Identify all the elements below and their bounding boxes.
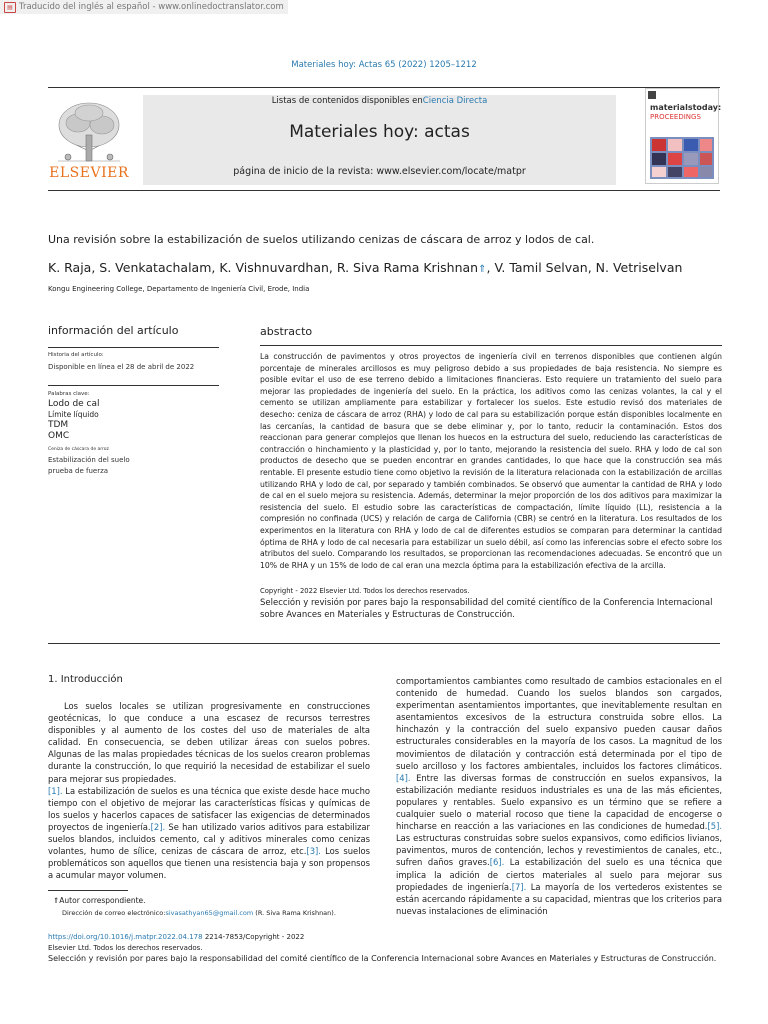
keyword: prueba de fuerza bbox=[48, 467, 109, 475]
footnote-mark: ⇑ bbox=[53, 896, 60, 905]
keyword: Lodo de cal bbox=[48, 399, 100, 409]
reference-link[interactable]: [6]. bbox=[489, 857, 505, 868]
bottom-peer-review: Selección y revisión por pares bajo la responsabilidad del comité científico de la Conferencia Internacional sobre Avances en Materiales y Estructuras de Construcción. bbox=[48, 954, 717, 963]
keywords-label: Palabras clave: bbox=[48, 391, 90, 397]
footnote-email bbox=[62, 909, 336, 917]
doi-line bbox=[48, 933, 304, 941]
reference-link[interactable]: [7]. bbox=[511, 881, 527, 892]
footnote-text: Autor correspondiente. bbox=[59, 896, 146, 905]
footnote-rule bbox=[48, 890, 128, 891]
text-run: La estabilización del suelo es una técnica que implica la adición de ciertos materiales al suelo para mejorar sus propiedades de ingeniería. bbox=[396, 857, 722, 892]
reference-link[interactable]: [3]. bbox=[306, 846, 321, 857]
text-run: La estabilización de suelos es una técnica que existe desde hace mucho tiempo con el objetivo de mejorar las características físicas y químicas de los suelos y hacerlos capaces de satisfacer las exigencias de determinados proyectos de ingeniería. bbox=[48, 785, 370, 832]
publisher-logo-text: ELSEVIER bbox=[49, 165, 129, 181]
intro-left-column bbox=[48, 700, 370, 881]
issn-text: 2214-7853/Copyright - 2022 bbox=[202, 933, 305, 941]
doi-link[interactable]: https://doi.org/10.1016/j.matpr.2022.04.178 bbox=[48, 933, 203, 941]
journal-cover[interactable] bbox=[645, 88, 722, 184]
header-bottom-rule bbox=[48, 190, 720, 191]
pdf-icon: ▤ bbox=[4, 2, 16, 13]
text-run: Se han utilizado varios aditivos para estabilizar suelos blandos, incluidos cemento, cal y aditivos minerales como cenizas volantes, humo de sílice, cenizas de cáscara de arroz, etc. bbox=[48, 821, 371, 857]
history-value: Disponible en línea el 28 de abril de 2022 bbox=[48, 363, 195, 371]
abstract-peer-review: Selección y revisión por pares bajo la responsabilidad del comité científico de la Conferencia Internacional sobre Avances en Materiales y Estructuras de Construcción. bbox=[260, 598, 713, 620]
keywords-list bbox=[48, 399, 100, 441]
translation-banner[interactable] bbox=[0, 0, 288, 14]
reference-link[interactable]: [2]. bbox=[150, 821, 166, 832]
author-list bbox=[48, 260, 720, 275]
contents-prefix: Listas de contenidos disponibles en bbox=[271, 96, 423, 106]
rights-line: Elsevier Ltd. Todos los derechos reservados. bbox=[48, 944, 203, 952]
reference-link[interactable]: [4]. bbox=[396, 772, 411, 783]
text-run: Los suelos problemáticos son aquellos que tienen una resistencia baja y son propensos a acumular mayor volumen. bbox=[48, 846, 371, 881]
journal-citation[interactable]: Materiales hoy: Actas 65 (2022) 1205–1212 bbox=[291, 60, 477, 70]
article-title: Una revisión sobre la estabilización de suelos utilizando cenizas de cáscara de arroz y lodos de cal. bbox=[48, 233, 595, 246]
abstract-heading: abstracto bbox=[260, 325, 313, 338]
keyword: Límite líquido bbox=[48, 409, 99, 419]
article-info-heading: información del artículo bbox=[48, 324, 179, 337]
history-label: Historia del artículo: bbox=[48, 352, 104, 358]
info-rule bbox=[48, 347, 219, 348]
journal-title: Materiales hoy: actas bbox=[289, 122, 470, 142]
science-direct-link[interactable]: Ciencia Directa bbox=[422, 96, 488, 106]
text-run: Entre las diversas formas de construcción en suelos expansivos, la estabilización mediante residuos industriales es una de las más eficientes, populares y rentables. Suelo expansivo es un término que se refiere a cualquier suelo o material rocoso que tiene la capacidad de encogerse o hincharse en reacción a las variaciones en las condiciones de humedad. bbox=[396, 772, 722, 832]
paragraph: Los suelos locales se utilizan progresivamente en construcciones geotécnicas, lo que conduce a una escasez de recursos terrestres disponibles y al aumento de los costes del uso de materiales de alta calidad. En consecuencia, se deben utilizar áreas con suelos pobres. Algunas de las malas propiedades técnicas de los suelos crearon problemas durante la construcción, lo que requirió la necesidad de estabilizar el suelo para mejorar sus propiedades. bbox=[48, 701, 370, 784]
email-label: Dirección de correo electrónico: bbox=[62, 909, 166, 917]
reference-link[interactable]: [5]. bbox=[707, 821, 722, 832]
reference-link[interactable]: [1]. bbox=[48, 785, 63, 796]
keyword: Estabilización del suelo bbox=[48, 456, 130, 464]
banner-text: Traducido del inglés al español - www.onlinedoctranslator.com bbox=[19, 2, 284, 12]
affiliation: Kongu Engineering College, Departamento de Ingeniería Civil, Erode, India bbox=[48, 285, 310, 293]
corresponding-author-mark[interactable]: ⇑ bbox=[478, 264, 487, 275]
abstract-copyright: Copyright - 2022 Elsevier Ltd. Todos los derechos reservados. bbox=[260, 587, 470, 595]
abstract-body: La construcción de pavimentos y otros proyectos de ingeniería civil en terrenos disponibles que contienen algún porcentaje de minerales arcillosos es muy peligroso debido a sus propiedades de baja resistencia. No siempre es posible evitar el uso de ese terreno debido a limitaciones financieras. Esto requiere un tratamiento del suelo para mejorar las propiedades de ingeniería del suelo. En la práctica, los aditivos como las cenizas volantes, la cal y el cemento se utilizan ampliamente para estabilizar y fortalecer los suelos. Este estudio revisó dos materiales de desecho: ceniza de cáscara de arroz (RHA) y lodo de cal para su estabilización porque están disponibles localmente en las cercanías, la cantidad de basura que se debe eliminar y, por lo tanto, reducir la contaminación. Estos dos reaccionan para generar complejos que llenan los huecos en la estructura del suelo, reduciendo las características de contracción o hinchamiento y la plasticidad y, por lo tanto, mejorando la resistencia del suelo. RHA y lodo de cal son productos de desecho que se pueden encontrar en grandes cantidades, lo que hace que la construcción sea más rentable. El presente estudio tiene como objetivo la revisión de la literatura relacionada con la estabilización de arcillas utilizando RHA y lodo de cal, por separado y también combinados. Se observó que aumentar la cantidad de RHA y lodo de cal en el suelo mejora su resistencia. Además, determinar la mejor proporción de los dos aditivos para maximizar la resistencia del suelo. El estudio sobre las características de compactación, límite líquido (LL), resistencia a la compresión no confinada (UCS) y relación de carga de California (CBR) se centró en la literatura. Los resultados de los experimentos en la literatura con RHA y lodo de cal de diferentes estudios se comparan para determinar la cantidad óptima de RHA y lodo de cal necesaria para estabilizar un suelo débil, así como las inferencias sobre el efecto sobre los atributos del suelo. Comparando los resultados, se proporcionan las recomendaciones adecuadas. Se encontró que un 10% de RHA y un 15% de lodo de cal eran una mezcla óptima para la estabilización efectiva de la arcilla. bbox=[260, 352, 722, 570]
authors-part2: , V. Tamil Selvan, N. Vetriselvan bbox=[486, 260, 683, 275]
paragraph bbox=[48, 785, 370, 882]
abstract-bottom-rule bbox=[48, 643, 720, 644]
intro-right-column bbox=[396, 675, 722, 917]
keyword-tiny: Ceniza de cáscara de arroz bbox=[48, 447, 109, 452]
cover-subtitle: PROCEEDINGS bbox=[650, 113, 701, 121]
abstract-rule bbox=[260, 345, 722, 346]
keyword: TDM bbox=[48, 420, 69, 430]
footnote-corresponding bbox=[53, 896, 146, 905]
keyword: OMC bbox=[48, 430, 70, 441]
header-top-rule bbox=[48, 87, 720, 88]
text-run: comportamientos cambiantes como resultado de cambios estacionales en el contenido de humedad. Cuando los suelos blandos son cargados, experimentan asentamientos importantes, que inevitablemente resultan en asentamientos excesivos de la estructura construida sobre ellos. La hinchazón y la contracción del suelo expansivo pueden causar daños estructurales considerables en la mayoría de los casos. La magnitud de los movimientos de dilatación y contracción está determinada por el tipo de suelo arcilloso y los factores ambientales, incluidos los factores climáticos. bbox=[396, 676, 722, 771]
section-heading-intro: 1. Introducción bbox=[48, 674, 123, 685]
journal-homepage[interactable]: página de inicio de la revista: www.elsevier.com/locate/matpr bbox=[233, 166, 526, 177]
contents-line bbox=[143, 96, 616, 106]
keywords-rule bbox=[48, 385, 219, 386]
email-link[interactable]: sivasathyan65@gmail.com bbox=[165, 909, 254, 917]
email-owner: (R. Siva Rama Krishnan). bbox=[253, 909, 336, 917]
cover-title: materialstoday: bbox=[650, 103, 722, 112]
authors-part1: K. Raja, S. Venkatachalam, K. Vishnuvardhan, R. Siva Rama Krishnan bbox=[48, 260, 479, 275]
text-run: La mayoría de los vertederos existentes se están acercando rápidamente a su capacidad, mientras que los criterios para nuevas instalaciones de eliminación bbox=[396, 881, 722, 916]
text-run: Las estructuras construidas sobre suelos expansivos, como edificios livianos, pavimentos, muros de contención, lechos y revestimientos de canales, etc., sufren daños graves. bbox=[396, 833, 722, 868]
